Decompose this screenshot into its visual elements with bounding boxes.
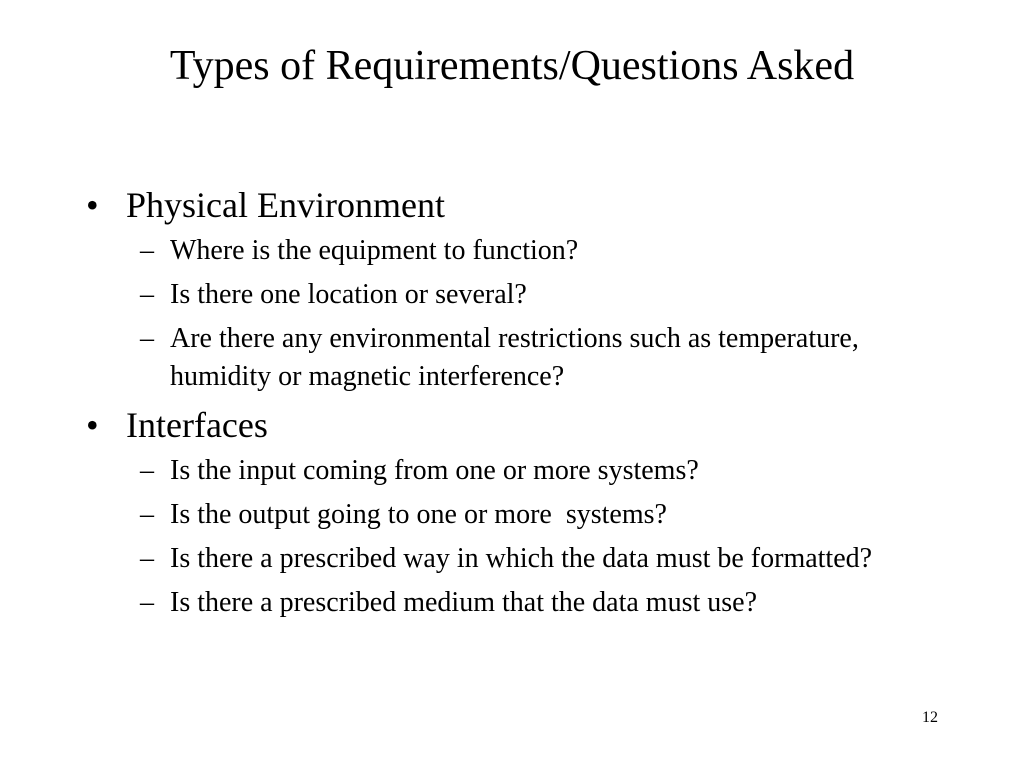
sub-item-text: Is there a prescribed medium that the data must use? xyxy=(170,587,758,618)
slide-content xyxy=(84,182,904,628)
sub-item-text: Is the input coming from one or more systems? xyxy=(170,455,699,486)
bullet-heading: Interfaces xyxy=(126,405,268,445)
sub-item xyxy=(84,232,904,270)
sub-item xyxy=(84,276,904,314)
dash-marker: – xyxy=(140,499,154,530)
dash-marker: – xyxy=(140,455,154,486)
sub-list-interfaces xyxy=(84,452,904,622)
sub-item xyxy=(84,496,904,534)
sub-item-text: Are there any environmental restrictions such as temperature, humidity or magnetic interference? xyxy=(170,323,859,392)
sub-item xyxy=(84,320,904,396)
sub-item xyxy=(84,540,904,578)
dash-marker: – xyxy=(140,279,154,310)
sub-item-text: Where is the equipment to function? xyxy=(170,235,579,266)
dash-marker: – xyxy=(140,587,154,618)
sub-list-physical-environment xyxy=(84,232,904,396)
slide-title: Types of Requirements/Questions Asked xyxy=(169,43,855,89)
bullet-marker: • xyxy=(86,185,99,225)
bullet-heading: Physical Environment xyxy=(126,185,445,225)
sub-item-text: Is the output going to one or more systems? xyxy=(170,499,667,530)
sub-item xyxy=(84,452,904,490)
sub-item-text: Is there a prescribed way in which the data must be formatted? xyxy=(170,543,873,574)
bullet-physical-environment xyxy=(84,182,904,228)
dash-marker: – xyxy=(140,235,154,266)
bullet-marker: • xyxy=(86,405,99,445)
dash-marker: – xyxy=(140,323,154,354)
sub-item-text: Is there one location or several? xyxy=(170,279,527,310)
dash-marker: – xyxy=(140,543,154,574)
sub-item xyxy=(84,584,904,622)
page-number: 12 xyxy=(922,709,938,726)
bullet-interfaces xyxy=(84,402,904,448)
